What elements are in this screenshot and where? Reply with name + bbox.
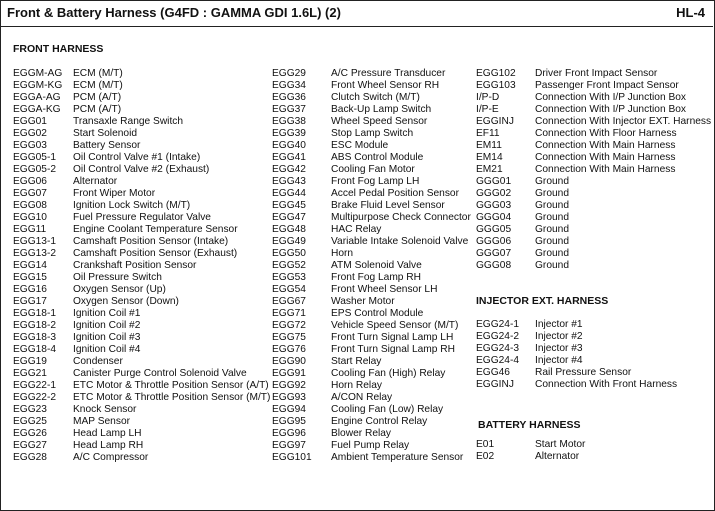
connector-code: EGG36 bbox=[272, 92, 306, 103]
connector-description: Crankshaft Position Sensor bbox=[73, 260, 197, 271]
connector-row bbox=[476, 343, 712, 355]
connector-row bbox=[476, 116, 712, 128]
connector-row bbox=[476, 451, 712, 463]
connector-code: EGG91 bbox=[272, 368, 306, 379]
connector-code: EGG96 bbox=[272, 428, 306, 439]
connector-description: Variable Intake Solenoid Valve bbox=[331, 236, 469, 247]
connector-row bbox=[13, 248, 271, 260]
connector-description: Start Solenoid bbox=[73, 128, 137, 139]
connector-row bbox=[272, 128, 472, 140]
connector-code: GGG04 bbox=[476, 212, 512, 223]
connector-row bbox=[272, 140, 472, 152]
connector-row bbox=[13, 128, 271, 140]
connector-code: EGG45 bbox=[272, 200, 306, 211]
connector-description: ATM Solenoid Valve bbox=[331, 260, 422, 271]
connector-description: Front Wiper Motor bbox=[73, 188, 156, 199]
connector-description: Front Fog Lamp LH bbox=[331, 176, 420, 187]
connector-code: EGG11 bbox=[13, 224, 47, 235]
connector-row bbox=[13, 380, 271, 392]
connector-code: EGG94 bbox=[272, 404, 306, 415]
connector-row bbox=[13, 152, 271, 164]
connector-code: EGG24-4 bbox=[476, 355, 520, 366]
connector-description: Ground bbox=[535, 260, 569, 271]
connector-description: Ignition Coil #2 bbox=[73, 320, 141, 331]
connector-row bbox=[272, 392, 472, 404]
connector-code: EGG75 bbox=[272, 332, 306, 343]
connector-code: EGG29 bbox=[272, 68, 306, 79]
connector-description: Oxygen Sensor (Down) bbox=[73, 296, 179, 307]
connector-row bbox=[13, 308, 271, 320]
connector-row bbox=[476, 68, 712, 80]
connector-description: Start Motor bbox=[535, 439, 586, 450]
connector-code: EGGM-AG bbox=[13, 68, 63, 79]
connector-code: EGG22-1 bbox=[13, 380, 57, 391]
connector-row bbox=[13, 404, 271, 416]
connector-row bbox=[13, 344, 271, 356]
connector-code: EGG13-1 bbox=[13, 236, 57, 247]
connector-description: Ground bbox=[535, 248, 569, 259]
connector-description: Front Turn Signal Lamp LH bbox=[331, 332, 454, 343]
connector-row bbox=[13, 212, 271, 224]
connector-code: EGG14 bbox=[13, 260, 47, 271]
connector-row bbox=[476, 140, 712, 152]
connector-description: Start Relay bbox=[331, 356, 382, 367]
connector-row bbox=[13, 272, 271, 284]
connector-row bbox=[272, 116, 472, 128]
connector-description: Clutch Switch (M/T) bbox=[331, 92, 420, 103]
connector-row bbox=[13, 332, 271, 344]
connector-code: EGG41 bbox=[272, 152, 306, 163]
connector-description: Battery Sensor bbox=[73, 140, 141, 151]
connector-row bbox=[13, 224, 271, 236]
connector-description: Multipurpose Check Connector bbox=[331, 212, 471, 223]
connector-row bbox=[476, 164, 712, 176]
connector-row bbox=[476, 260, 712, 272]
connector-row bbox=[476, 224, 712, 236]
connector-row bbox=[272, 308, 472, 320]
connector-description: MAP Sensor bbox=[73, 416, 131, 427]
connector-code: EGG34 bbox=[272, 80, 306, 91]
connector-description: ABS Control Module bbox=[331, 152, 424, 163]
connector-description: Connection With Main Harness bbox=[535, 152, 676, 163]
connector-row bbox=[272, 248, 472, 260]
connector-code: EGGINJ bbox=[476, 116, 514, 127]
connector-description: Oil Control Valve #2 (Exhaust) bbox=[73, 164, 210, 175]
connector-row bbox=[476, 236, 712, 248]
connector-code: EGG28 bbox=[13, 452, 47, 463]
connector-code: EGG46 bbox=[476, 367, 510, 378]
connector-description: Ignition Coil #3 bbox=[73, 332, 141, 343]
connector-row bbox=[272, 416, 472, 428]
connector-row bbox=[272, 296, 472, 308]
connector-code: EGG24-2 bbox=[476, 331, 520, 342]
connector-description: Injector #2 bbox=[535, 331, 583, 342]
connector-description: ECM (M/T) bbox=[73, 80, 123, 91]
connector-code: EGGINJ bbox=[476, 379, 514, 390]
connector-description: A/CON Relay bbox=[331, 392, 393, 403]
connector-code: GGG02 bbox=[476, 188, 512, 199]
connector-description: Condenser bbox=[73, 356, 123, 367]
connector-code: EGG25 bbox=[13, 416, 47, 427]
connector-row bbox=[13, 176, 271, 188]
connector-row bbox=[272, 368, 472, 380]
connector-description: Cooling Fan Motor bbox=[331, 164, 415, 175]
connector-description: Driver Front Impact Sensor bbox=[535, 68, 658, 79]
connector-description: Head Lamp LH bbox=[73, 428, 142, 439]
connector-code: EGG67 bbox=[272, 296, 306, 307]
connector-description: Passenger Front Impact Sensor bbox=[535, 80, 679, 91]
connector-row bbox=[13, 440, 271, 452]
connector-code: EGG18-4 bbox=[13, 344, 57, 355]
connector-code: EGG95 bbox=[272, 416, 306, 427]
connector-description: Connection With Injector EXT. Harness bbox=[535, 116, 712, 127]
connector-code: EGG05-1 bbox=[13, 152, 57, 163]
connector-code: EGG03 bbox=[13, 140, 47, 151]
connector-row bbox=[13, 68, 271, 80]
connector-row bbox=[272, 284, 472, 296]
connector-code: EGG71 bbox=[272, 308, 306, 319]
connector-row bbox=[476, 200, 712, 212]
connector-description: Connection With I/P Junction Box bbox=[535, 104, 687, 115]
connector-description: Horn bbox=[331, 248, 354, 259]
connector-row bbox=[272, 320, 472, 332]
page-title: Front & Battery Harness (G4FD : GAMMA GDI 1.6L) (2) bbox=[7, 5, 341, 20]
connector-description: HAC Relay bbox=[331, 224, 382, 235]
connector-description: ECM (M/T) bbox=[73, 68, 123, 79]
connector-description: Back-Up Lamp Switch bbox=[331, 104, 432, 115]
connector-code: EGG72 bbox=[272, 320, 306, 331]
connector-description: Oil Control Valve #1 (Intake) bbox=[73, 152, 201, 163]
connector-code: EGG52 bbox=[272, 260, 306, 271]
connector-code: EGG16 bbox=[13, 284, 47, 295]
connector-description: ETC Motor & Throttle Position Sensor (M/T) bbox=[73, 392, 271, 403]
connector-description: Ground bbox=[535, 176, 569, 187]
connector-code: EGG54 bbox=[272, 284, 306, 295]
connector-code: EGG92 bbox=[272, 380, 306, 391]
connector-row bbox=[272, 176, 472, 188]
connector-row bbox=[13, 92, 271, 104]
connector-row bbox=[476, 331, 712, 343]
connector-code: EGG15 bbox=[13, 272, 47, 283]
connector-row bbox=[272, 68, 472, 80]
connector-row bbox=[13, 188, 271, 200]
front-harness-column-1 bbox=[13, 68, 271, 464]
front-harness-column-2 bbox=[272, 68, 472, 464]
connector-code: EGG05-2 bbox=[13, 164, 57, 175]
connector-code: EGG48 bbox=[272, 224, 306, 235]
connector-code: EGG37 bbox=[272, 104, 306, 115]
connector-code: EGGM-KG bbox=[13, 80, 63, 91]
connector-row bbox=[272, 332, 472, 344]
connector-row bbox=[13, 116, 271, 128]
connector-description: Wheel Speed Sensor bbox=[331, 116, 428, 127]
connector-row bbox=[476, 104, 712, 116]
connector-code: I/P-E bbox=[476, 104, 499, 115]
connector-row bbox=[13, 392, 271, 404]
connector-row bbox=[476, 248, 712, 260]
connector-code: EGG53 bbox=[272, 272, 306, 283]
connector-row bbox=[476, 212, 712, 224]
connector-description: Ignition Coil #1 bbox=[73, 308, 141, 319]
connector-code: I/P-D bbox=[476, 92, 500, 103]
connector-description: Blower Relay bbox=[331, 428, 392, 439]
connector-row bbox=[476, 152, 712, 164]
connector-code: GGG03 bbox=[476, 200, 512, 211]
connector-code: E02 bbox=[476, 451, 495, 462]
connector-code: EGG27 bbox=[13, 440, 47, 451]
connector-description: Front Turn Signal Lamp RH bbox=[331, 344, 456, 355]
connector-description: Front Fog Lamp RH bbox=[331, 272, 422, 283]
connector-row bbox=[272, 356, 472, 368]
connector-row bbox=[13, 320, 271, 332]
connector-code: EGG44 bbox=[272, 188, 306, 199]
connector-code: EGG24-1 bbox=[476, 319, 520, 330]
connector-row bbox=[13, 260, 271, 272]
connector-description: Ignition Lock Switch (M/T) bbox=[73, 200, 191, 211]
connector-description: Ground bbox=[535, 212, 569, 223]
connector-row bbox=[476, 80, 712, 92]
connector-description: Front Wheel Sensor RH bbox=[331, 80, 440, 91]
connector-code: EGG49 bbox=[272, 236, 306, 247]
connector-code: EGG43 bbox=[272, 176, 306, 187]
connector-description: Stop Lamp Switch bbox=[331, 128, 414, 139]
front-harness-heading: FRONT HARNESS bbox=[13, 43, 104, 55]
connector-description: Alternator bbox=[73, 176, 118, 187]
connector-code: EM14 bbox=[476, 152, 503, 163]
connector-description: Transaxle Range Switch bbox=[73, 116, 184, 127]
connector-code: EGG47 bbox=[272, 212, 306, 223]
connector-code: EGG08 bbox=[13, 200, 47, 211]
connector-description: Horn Relay bbox=[331, 380, 382, 391]
connector-row bbox=[272, 92, 472, 104]
connector-code: EGG01 bbox=[13, 116, 47, 127]
connector-description: Ignition Coil #4 bbox=[73, 344, 141, 355]
connector-code: EGG23 bbox=[13, 404, 47, 415]
connector-description: Brake Fluid Level Sensor bbox=[331, 200, 445, 211]
connector-row bbox=[272, 104, 472, 116]
connector-description: Ground bbox=[535, 236, 569, 247]
connector-description: Cooling Fan (High) Relay bbox=[331, 368, 446, 379]
connector-code: EGG17 bbox=[13, 296, 47, 307]
connector-row bbox=[476, 367, 712, 379]
connector-code: EGG18-3 bbox=[13, 332, 57, 343]
connector-description: Camshaft Position Sensor (Intake) bbox=[73, 236, 229, 247]
connector-code: EGG19 bbox=[13, 356, 47, 367]
connector-row bbox=[13, 284, 271, 296]
connector-row bbox=[272, 152, 472, 164]
connector-row bbox=[272, 344, 472, 356]
connector-row bbox=[476, 355, 712, 367]
connector-row bbox=[476, 188, 712, 200]
connector-row bbox=[13, 356, 271, 368]
connector-description: Head Lamp RH bbox=[73, 440, 144, 451]
connector-row bbox=[13, 140, 271, 152]
connector-description: Connection With Front Harness bbox=[535, 379, 678, 390]
connector-row bbox=[13, 416, 271, 428]
connector-row bbox=[272, 428, 472, 440]
connector-row bbox=[272, 236, 472, 248]
connector-row bbox=[476, 319, 712, 331]
connector-description: Front Wheel Sensor LH bbox=[331, 284, 438, 295]
connector-code: EGG26 bbox=[13, 428, 47, 439]
connector-row bbox=[13, 104, 271, 116]
connector-description: Camshaft Position Sensor (Exhaust) bbox=[73, 248, 238, 259]
connector-code: EGG21 bbox=[13, 368, 47, 379]
connector-description: Ground bbox=[535, 188, 569, 199]
connector-code: GGG08 bbox=[476, 260, 512, 271]
connector-row bbox=[272, 404, 472, 416]
connector-description: ESC Module bbox=[331, 140, 389, 151]
connector-code: EM11 bbox=[476, 140, 502, 151]
connector-description: Injector #4 bbox=[535, 355, 583, 366]
connector-row bbox=[13, 368, 271, 380]
connector-description: PCM (A/T) bbox=[73, 104, 122, 115]
connector-description: Injector #1 bbox=[535, 319, 583, 330]
connector-description: Oil Pressure Switch bbox=[73, 272, 162, 283]
connector-row bbox=[272, 440, 472, 452]
connector-code: EGG42 bbox=[272, 164, 306, 175]
connector-code: EGG97 bbox=[272, 440, 306, 451]
connector-row bbox=[272, 260, 472, 272]
connector-row bbox=[272, 380, 472, 392]
connector-description: A/C Pressure Transducer bbox=[331, 68, 446, 79]
connector-code: E01 bbox=[476, 439, 495, 450]
connector-row bbox=[272, 272, 472, 284]
connector-description: Connection With Floor Harness bbox=[535, 128, 677, 139]
connector-row bbox=[13, 164, 271, 176]
page-code: HL-4 bbox=[676, 5, 705, 20]
connector-code: EGG90 bbox=[272, 356, 306, 367]
connector-code: EGG103 bbox=[476, 80, 516, 91]
page-header bbox=[0, 0, 713, 27]
connector-row bbox=[272, 224, 472, 236]
connector-description: Connection With Main Harness bbox=[535, 140, 676, 151]
connector-description: PCM (A/T) bbox=[73, 92, 122, 103]
injector-harness-list bbox=[476, 319, 712, 391]
connector-row bbox=[272, 200, 472, 212]
connector-description: Cooling Fan (Low) Relay bbox=[331, 404, 444, 415]
connector-description: Connection With I/P Junction Box bbox=[535, 92, 687, 103]
connector-code: EGG39 bbox=[272, 128, 306, 139]
connector-row bbox=[476, 176, 712, 188]
connector-row bbox=[272, 452, 472, 464]
connector-row bbox=[13, 200, 271, 212]
connector-code: EGG93 bbox=[272, 392, 306, 403]
connector-description: A/C Compressor bbox=[73, 452, 149, 463]
connector-description: Washer Motor bbox=[331, 296, 395, 307]
connector-code: EGG07 bbox=[13, 188, 47, 199]
connector-description: EPS Control Module bbox=[331, 308, 424, 319]
connector-code: GGG07 bbox=[476, 248, 512, 259]
connector-code: EGG02 bbox=[13, 128, 47, 139]
connector-code: EGG18-1 bbox=[13, 308, 57, 319]
connector-row bbox=[272, 80, 472, 92]
connector-code: EGG22-2 bbox=[13, 392, 57, 403]
connector-code: EGG50 bbox=[272, 248, 306, 259]
connector-row bbox=[13, 428, 271, 440]
connector-code: EGG38 bbox=[272, 116, 306, 127]
connector-code: EGG76 bbox=[272, 344, 306, 355]
connector-description: ETC Motor & Throttle Position Sensor (A/T) bbox=[73, 380, 269, 391]
connector-code: EGG24-3 bbox=[476, 343, 520, 354]
connector-description: Fuel Pump Relay bbox=[331, 440, 410, 451]
connector-description: Engine Coolant Temperature Sensor bbox=[73, 224, 238, 235]
connector-code: EGG101 bbox=[272, 452, 312, 463]
connector-code: EGG10 bbox=[13, 212, 47, 223]
connector-description: Ambient Temperature Sensor bbox=[331, 452, 464, 463]
battery-harness-list bbox=[476, 439, 712, 463]
battery-harness-heading: BATTERY HARNESS bbox=[478, 419, 581, 431]
connector-code: EGGA-AG bbox=[13, 92, 61, 103]
connector-code: EGGA-KG bbox=[13, 104, 61, 115]
connector-code: GGG06 bbox=[476, 236, 512, 247]
connector-row bbox=[476, 379, 712, 391]
connector-row bbox=[272, 164, 472, 176]
connector-description: Accel Pedal Position Sensor bbox=[331, 188, 459, 199]
connector-row bbox=[272, 212, 472, 224]
connector-code: EGG13-2 bbox=[13, 248, 57, 259]
connector-description: Fuel Pressure Regulator Valve bbox=[73, 212, 211, 223]
connector-code: EM21 bbox=[476, 164, 503, 175]
connector-description: Ground bbox=[535, 224, 569, 235]
connector-description: Knock Sensor bbox=[73, 404, 137, 415]
connector-row bbox=[13, 452, 271, 464]
injector-harness-heading: INJECTOR EXT. HARNESS bbox=[476, 295, 609, 307]
connector-description: Engine Control Relay bbox=[331, 416, 428, 427]
connector-row bbox=[272, 188, 472, 200]
connector-row bbox=[13, 296, 271, 308]
connector-row bbox=[13, 80, 271, 92]
connector-row bbox=[13, 236, 271, 248]
connector-code: EGG102 bbox=[476, 68, 516, 79]
connector-code: EF11 bbox=[476, 128, 500, 139]
connector-description: Vehicle Speed Sensor (M/T) bbox=[331, 320, 459, 331]
connector-row bbox=[476, 439, 712, 451]
connector-code: GGG01 bbox=[476, 176, 512, 187]
connector-description: Ground bbox=[535, 200, 569, 211]
connector-code: EGG40 bbox=[272, 140, 306, 151]
connector-description: Alternator bbox=[535, 451, 580, 462]
connector-description: Injector #3 bbox=[535, 343, 583, 354]
connector-row bbox=[476, 128, 712, 140]
front-harness-column-3 bbox=[476, 68, 712, 272]
connector-description: Oxygen Sensor (Up) bbox=[73, 284, 166, 295]
connector-row bbox=[476, 92, 712, 104]
connector-description: Canister Purge Control Solenoid Valve bbox=[73, 368, 247, 379]
connector-code: EGG18-2 bbox=[13, 320, 57, 331]
connector-code: GGG05 bbox=[476, 224, 512, 235]
connector-description: Rail Pressure Sensor bbox=[535, 367, 632, 378]
connector-code: EGG06 bbox=[13, 176, 47, 187]
connector-description: Connection With Main Harness bbox=[535, 164, 676, 175]
